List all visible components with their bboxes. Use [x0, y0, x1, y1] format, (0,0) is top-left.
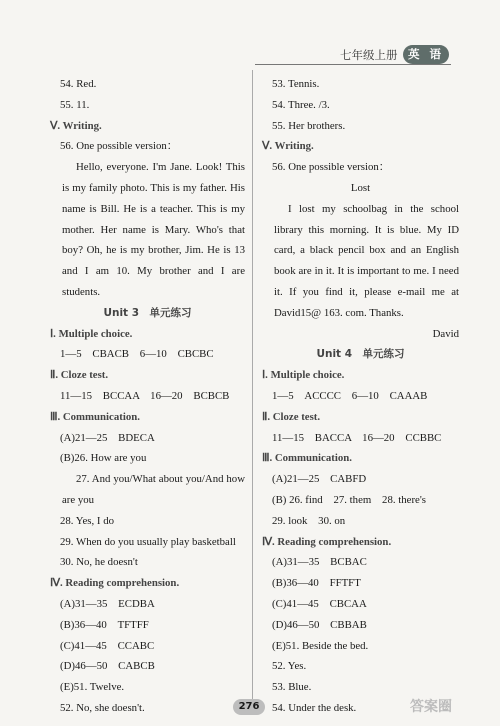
answer-line: 55. 11.: [60, 98, 90, 111]
answer-line: (A)31—35 ECDBA: [60, 597, 155, 610]
section-heading: Ⅲ. Communication.: [262, 452, 352, 465]
answer-line: 54. Red.: [60, 78, 97, 90]
section-heading: Ⅱ. Cloze test.: [262, 410, 321, 423]
section-heading: Ⅴ. Writing.: [50, 119, 102, 132]
answer-line: 1—5 ACCCC 6—10 CAAAB: [272, 389, 428, 402]
watermark-logo: 答案圈: [410, 699, 452, 715]
answer-line: 53. Blue.: [272, 681, 312, 694]
answer-line: 54. Under the desk.: [272, 701, 357, 714]
answer-line: David: [432, 327, 459, 340]
answer-line: 56. One possible version：: [60, 140, 178, 153]
answer-line: Lost: [350, 181, 371, 194]
answer-line: 30. No, he doesn't: [60, 556, 138, 569]
answer-line: I lost my schoolbag in the school library this morning. It is blue. My ID card, a black pencil box and an English book are in it. It is important to me. I need it. If you find it, please e-mail me at David15@ 163. com. Thanks.: [274, 202, 459, 319]
column-divider: [252, 70, 253, 702]
unit-heading: Unit 3 单元练习: [103, 306, 192, 319]
answer-line: 29. When do you usually play basketball: [60, 535, 236, 548]
answer-line: (B)26. How are you: [60, 452, 147, 465]
answer-line: (E)51. Beside the bed.: [272, 639, 369, 652]
answer-line: 29. look 30. on: [272, 514, 346, 527]
answer-line: (B) 26. find 27. them 28. there's: [272, 493, 426, 506]
section-heading: Ⅰ. Multiple choice.: [50, 327, 133, 340]
answer-line: 56. One possible version：: [272, 161, 390, 174]
answer-line: (D)46—50 CABCB: [60, 660, 155, 673]
subject-badge: 英 语: [403, 45, 449, 64]
header-rule: [255, 64, 451, 65]
answer-line: 52. No, she doesn't.: [60, 701, 145, 714]
page-number: 276: [233, 699, 265, 715]
answer-line: (A)21—25 CABFD: [272, 473, 367, 486]
book-title: 七年级上册: [340, 48, 398, 62]
answer-line: (C)41—45 CCABC: [60, 639, 155, 652]
answer-line: 27. And you/What about you/And how are you: [62, 473, 245, 506]
left-column: [50, 74, 245, 719]
answer-line: 28. Yes, I do: [60, 514, 114, 527]
section-heading: Ⅴ. Writing.: [262, 140, 314, 153]
right-column: [262, 74, 459, 719]
answer-line: 53. Tennis.: [272, 78, 320, 90]
section-heading: Ⅲ. Communication.: [50, 410, 140, 423]
answer-line: 54. Three. /3.: [272, 98, 330, 111]
answer-line: 1—5 CBACB 6—10 CBCBC: [60, 348, 214, 361]
answer-line: 11—15 BCCAA 16—20 BCBCB: [60, 389, 230, 402]
answer-line: (B)36—40 TFTFF: [60, 618, 149, 631]
answer-line: (C)41—45 CBCAA: [272, 597, 367, 610]
section-heading: Ⅳ. Reading comprehension.: [50, 577, 180, 590]
answer-line: (A)31—35 BCBAC: [272, 556, 367, 569]
answer-line: 52. Yes.: [272, 660, 307, 673]
section-heading: Ⅰ. Multiple choice.: [262, 369, 345, 382]
answer-line: 55. Her brothers.: [272, 119, 346, 132]
section-heading: Ⅱ. Cloze test.: [50, 369, 109, 382]
answer-line: (B)36—40 FFTFT: [272, 577, 361, 590]
answer-line: 11—15 BACCA 16—20 CCBBC: [272, 431, 442, 444]
answer-line: (E)51. Twelve.: [60, 681, 125, 694]
answer-line: Hello, everyone. I'm Jane. Look! This is my family photo. This is my father. His name is Bill. He is a teacher. This is my mother. Her name is Mary. Who's that boy? Oh, he is my brother, Jim. He is 13 and I am 10. My brother and I are students.: [62, 161, 245, 298]
answer-line: (A)21—25 BDECA: [60, 431, 155, 444]
section-heading: Ⅳ. Reading comprehension.: [262, 535, 392, 548]
answer-line: (D)46—50 CBBAB: [272, 618, 367, 631]
unit-heading: Unit 4 单元练习: [316, 348, 405, 361]
